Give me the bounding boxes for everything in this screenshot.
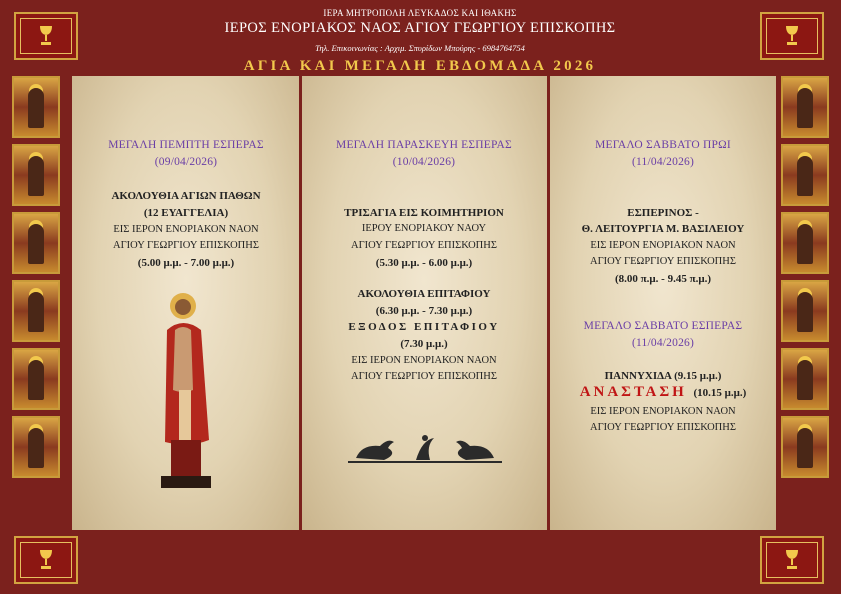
byzantine-icon bbox=[12, 348, 60, 410]
thursday-service: ΑΚΟΛΟΥΘΙΑ ΑΓΙΩΝ ΠΑΘΩΝ bbox=[111, 190, 261, 202]
saturday-evening-date: (11/04/2026) bbox=[631, 337, 695, 349]
friday-trisagia-place-2: ΑΓΙΟΥ ΓΕΩΡΓΙΟΥ ΕΠΙΣΚΟΠΗΣ bbox=[351, 240, 497, 251]
byzantine-icon bbox=[781, 280, 829, 342]
byzantine-icon bbox=[781, 144, 829, 206]
saturday-pannychis: ΠΑΝΝΥΧΙΔΑ (9.15 μ.μ.) bbox=[604, 370, 722, 382]
byzantine-icon bbox=[781, 348, 829, 410]
saturday-morning-title: ΜΕΓΑΛΟ ΣΑΒΒΑΤΟ ΠΡΩΙ bbox=[595, 139, 731, 151]
saturday-morning-place-1: ΕΙΣ ΙΕΡΟΝ ΕΝΟΡΙΑΚΟΝ ΝΑΟΝ bbox=[590, 240, 736, 251]
resurrection-label: ΑΝΑΣΤΑΣΗ bbox=[579, 384, 687, 400]
friday-title: ΜΕΓΑΛΗ ΠΑΡΑΣΚΕΥΗ ΕΣΠΕΡΑΣ bbox=[336, 139, 512, 151]
saturday-evening-title: ΜΕΓΑΛΟ ΣΑΒΒΑΤΟ ΕΣΠΕΡΑΣ bbox=[583, 320, 743, 332]
byzantine-icon bbox=[781, 416, 829, 478]
chalice-icon bbox=[784, 24, 800, 46]
left-icon-strip bbox=[12, 76, 64, 484]
birds-ornament-icon bbox=[346, 428, 504, 464]
thursday-service-detail: (12 ΕΥΑΓΓΕΛΙΑ) bbox=[143, 207, 229, 219]
saturday-vespers: ΕΣΠΕΡΙΝΟΣ - bbox=[627, 207, 699, 219]
byzantine-icon bbox=[781, 76, 829, 138]
friday-procession-time: (7.30 μ.μ.) bbox=[400, 338, 448, 350]
saturday-resurrection-line bbox=[550, 384, 776, 401]
thursday-place-line-2: ΑΓΙΟΥ ΓΕΩΡΓΙΟΥ ΕΠΙΣΚΟΠΗΣ bbox=[113, 240, 259, 251]
friday-column bbox=[301, 0, 547, 594]
week-title: ΑΓΙΑ ΚΑΙ ΜΕΓΑΛΗ ΕΒΔΟΜΑΔΑ 2026 bbox=[243, 58, 597, 74]
saturday-morning-place-2: ΑΓΙΟΥ ΓΕΩΡΓΙΟΥ ΕΠΙΣΚΟΠΗΣ bbox=[590, 256, 736, 267]
metropolis-name: ΙΕΡΑ ΜΗΤΡΟΠΟΛΗ ΛΕΥΚΑΔΟΣ ΚΑΙ ΙΘΑΚΗΣ bbox=[323, 8, 517, 18]
corner-ornament-bottom-left bbox=[14, 536, 78, 584]
byzantine-icon bbox=[12, 212, 60, 274]
friday-epitaph-procession: ΕΞΟΔΟΣ ΕΠΙΤΑΦΙΟΥ bbox=[348, 321, 500, 333]
saturday-liturgy: Θ. ΛΕΙΤΟΥΡΓΙΑ Μ. ΒΑΣΙΛΕΙΟΥ bbox=[581, 223, 745, 235]
thursday-date: (09/04/2026) bbox=[154, 156, 218, 168]
byzantine-icon bbox=[12, 280, 60, 342]
saturday-morning-date: (11/04/2026) bbox=[631, 156, 695, 168]
friday-trisagia-place-1: ΙΕΡΟΥ ΕΝΟΡΙΑΚΟΥ ΝΑΟΥ bbox=[361, 223, 487, 234]
contact-line: Τηλ. Επικοινωνίας : Αρχιμ. Σπυρίδων Μπούρης - 6984764754 bbox=[315, 43, 525, 53]
saturday-evening-place-1: ΕΙΣ ΙΕΡΟΝ ΕΝΟΡΙΑΚΟΝ ΝΑΟΝ bbox=[590, 406, 736, 417]
chalice-icon bbox=[38, 24, 54, 46]
christ-bridegroom-icon bbox=[157, 290, 215, 488]
resurrection-time: (10.15 μ.μ.) bbox=[693, 387, 747, 399]
friday-epitaph-service: ΑΚΟΛΟΥΘΙΑ ΕΠΙΤΑΦΙΟΥ bbox=[357, 288, 491, 300]
friday-place-line-2: ΑΓΙΟΥ ΓΕΩΡΓΙΟΥ ΕΠΙΣΚΟΠΗΣ bbox=[351, 371, 497, 382]
friday-date: (10/04/2026) bbox=[392, 156, 456, 168]
byzantine-icon bbox=[12, 76, 60, 138]
friday-place-line-1: ΕΙΣ ΙΕΡΟΝ ΕΝΟΡΙΑΚΟΝ ΝΑΟΝ bbox=[351, 355, 497, 366]
corner-ornament-top-left bbox=[14, 12, 78, 60]
byzantine-icon bbox=[781, 212, 829, 274]
friday-epitaph-time: (6.30 μ.μ. - 7.30 μ.μ.) bbox=[375, 305, 473, 317]
byzantine-icon bbox=[12, 144, 60, 206]
right-icon-strip bbox=[781, 76, 833, 484]
thursday-time: (5.00 μ.μ. - 7.00 μ.μ.) bbox=[137, 257, 235, 269]
thursday-title: ΜΕΓΑΛΗ ΠΕΜΠΤΗ ΕΣΠΕΡΑΣ bbox=[108, 139, 264, 151]
saturday-evening-place-2: ΑΓΙΟΥ ΓΕΩΡΓΙΟΥ ΕΠΙΣΚΟΠΗΣ bbox=[590, 422, 736, 433]
friday-trisagia-time: (5.30 μ.μ. - 6.00 μ.μ.) bbox=[375, 257, 473, 269]
temple-name: ΙΕΡΟΣ ΕΝΟΡΙΑΚΟΣ ΝΑΟΣ ΑΓΙΟΥ ΓΕΩΡΓΙΟΥ ΕΠΙΣΚΟΠΗΣ bbox=[224, 20, 616, 36]
thursday-place-line-1: ΕΙΣ ΙΕΡΟΝ ΕΝΟΡΙΑΚΟΝ ΝΑΟΝ bbox=[113, 224, 259, 235]
chalice-icon bbox=[784, 548, 800, 570]
friday-trisagia: ΤΡΙΣΑΓΙΑ ΕΙΣ ΚΟΙΜΗΤΗΡΙΟΝ bbox=[344, 207, 504, 219]
chalice-icon bbox=[38, 548, 54, 570]
byzantine-icon bbox=[12, 416, 60, 478]
saturday-morning-time: (8.00 π.μ. - 9.45 π.μ.) bbox=[614, 273, 711, 285]
saturday-column bbox=[550, 0, 776, 594]
